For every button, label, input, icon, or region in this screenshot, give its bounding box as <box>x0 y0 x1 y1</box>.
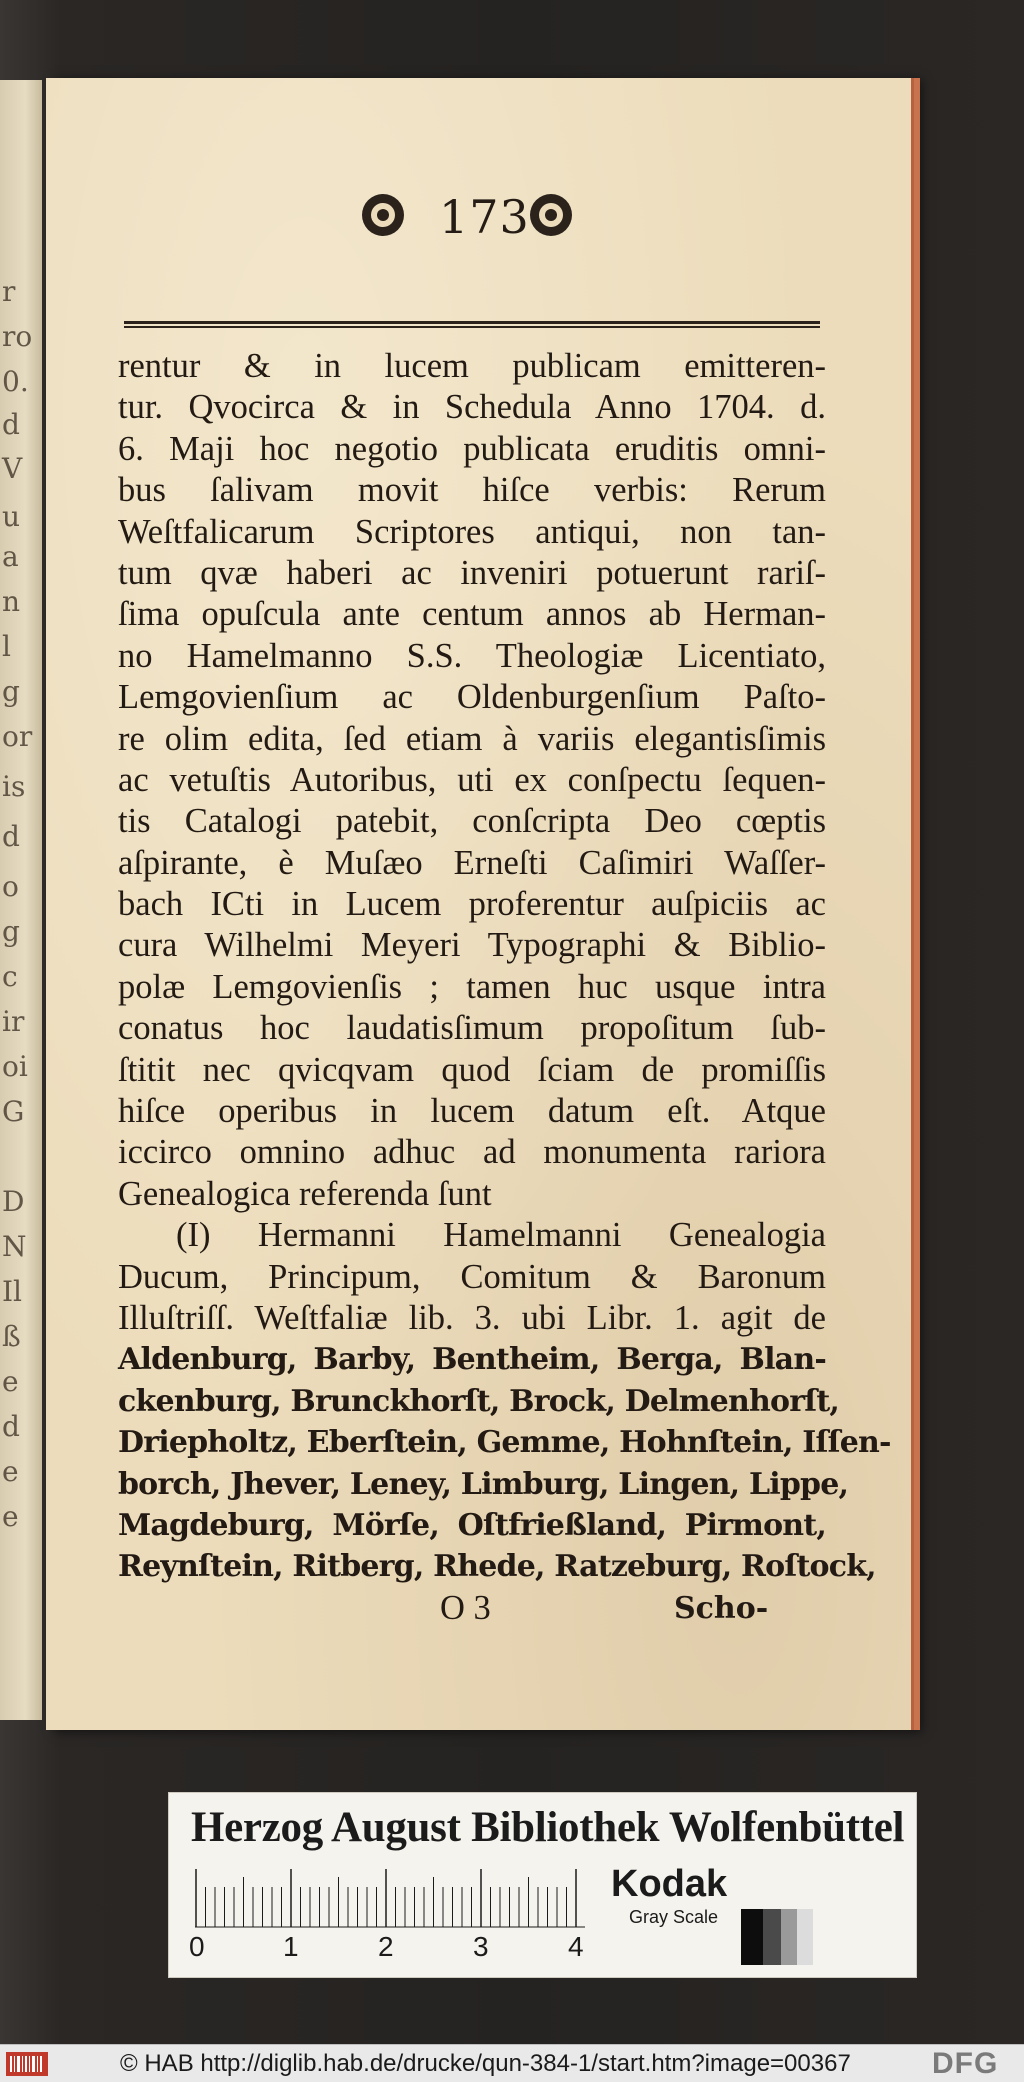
fraktur-line: ckenburg, Brunckhorſt, Brock, Delmenhorſt, <box>118 1383 840 1419</box>
fraktur-line: Magdeburg, Mörſe, Oſtfrießland, Pirmont, <box>118 1507 826 1543</box>
fraktur-line: borch, Jhever, Leney, Limburg, Lingen, Lippe, <box>118 1466 849 1502</box>
calibration-card <box>168 1792 917 1978</box>
kodak-logo: Kodak <box>611 1863 728 1905</box>
previous-page-edge: r ro 0. d V u a n l g or is d o g c ir oi G D N Il ß e d e e <box>0 80 42 1720</box>
rosette-ornament-icon <box>530 194 572 236</box>
text-line: aſpirante, è Muſæo Erneſti Caſimiri Waſſer- <box>118 843 826 882</box>
text-line: polæ Lemgovienſis ; tamen huc usque intra <box>118 967 826 1006</box>
gray-scale-label: Gray Scale <box>629 1907 719 1927</box>
text-line: tum qvæ haberi ac inveniri potuerunt rariſ- <box>118 553 826 592</box>
text-line: Lemgovienſium ac Oldenburgenſium Paſto- <box>118 678 826 717</box>
text-line: ſtitit nec qvicqvam quod ſciam de promiſſis <box>118 1050 826 1089</box>
catch-line <box>118 1588 826 1629</box>
header-rule <box>124 321 820 328</box>
fraktur-line: Aldenburg, Barby, Bentheim, Berga, Blan- <box>118 1342 826 1378</box>
text-line: Genealogica referenda ſunt <box>118 1174 492 1213</box>
ruler-scale <box>195 1869 595 1929</box>
rosette-ornament-icon <box>362 194 404 236</box>
page-number: 173 <box>439 190 530 244</box>
text-line: Illuſtriſſ. Weſtfaliæ lib. 3. ubi Libr. 1. agit de <box>118 1298 826 1337</box>
text-line: tur. Qvocirca & in Schedula Anno 1704. d. <box>118 388 826 427</box>
text-line: ſima opuſcula ante centum annos ab Herman- <box>118 595 826 634</box>
footer-bar <box>0 2044 1024 2082</box>
barcode-icon <box>6 2052 48 2076</box>
text-line: rentur & in lucem publicam emitteren- <box>118 347 826 385</box>
ruler-label: 2 <box>378 1931 394 1962</box>
text-line: iccirco omnino adhuc ad monumenta rariora <box>118 1133 826 1172</box>
text-line: ac vetuſtis Autoribus, uti ex conſpectu ſequen- <box>118 760 826 799</box>
text-line: re olim edita, ſed etiam à variis elegantisſimis <box>118 719 826 758</box>
text-line: (I) Hermanni Hamelmanni Genealogia <box>176 1216 826 1255</box>
ruler-label: 1 <box>283 1931 299 1962</box>
fraktur-line: Reynſtein, Ritberg, Rhede, Ratzeburg, Roſtock, <box>118 1549 876 1585</box>
copyright-url[interactable]: © HAB http://diglib.hab.de/drucke/qun-384-1/start.htm?image=00367 <box>120 2050 851 2077</box>
catchword: Scho- <box>674 1590 769 1626</box>
ruler-label: 0 <box>189 1931 205 1962</box>
text-line: hiſce operibus in lucem datum eſt. Atque <box>118 1092 826 1131</box>
gray-scale-swatch <box>741 1909 813 1965</box>
text-line: tis Catalogi patebit, conſcripta Deo cœptis <box>118 802 826 841</box>
page-body <box>118 346 891 1629</box>
text-line: bus ſalivam movit hiſce verbis: Rerum <box>118 471 826 510</box>
text-line: bach ICti in Lucem proferentur auſpiciis ac <box>118 885 826 924</box>
text-line: Ducum, Principum, Comitum & Baronum <box>118 1257 826 1296</box>
ruler-label: 4 <box>568 1931 584 1962</box>
ruler-label: 3 <box>473 1931 489 1962</box>
text-line: Weſtfalicarum Scriptores antiqui, non tan- <box>118 512 826 551</box>
text-line: conatus hoc laudatisſimum propoſitum ſub- <box>118 1009 826 1048</box>
dfg-logo: DFG <box>932 2047 999 2080</box>
text-line: no Hamelmanno S.S. Theologiæ Licentiato, <box>118 636 826 675</box>
text-line: cura Wilhelmi Meyeri Typographi & Biblio- <box>118 926 826 965</box>
signature-mark: O 3 <box>440 1588 491 1627</box>
library-name: Herzog August Bibliothek Wolfenbüttel <box>191 1804 905 1851</box>
fraktur-line: Driepholtz, Eberſtein, Gemme, Hohnſtein, Iſſen- <box>118 1425 891 1461</box>
text-line: 6. Maji hoc negotio publicata eruditis omni- <box>118 429 826 468</box>
book-page <box>46 78 914 1730</box>
